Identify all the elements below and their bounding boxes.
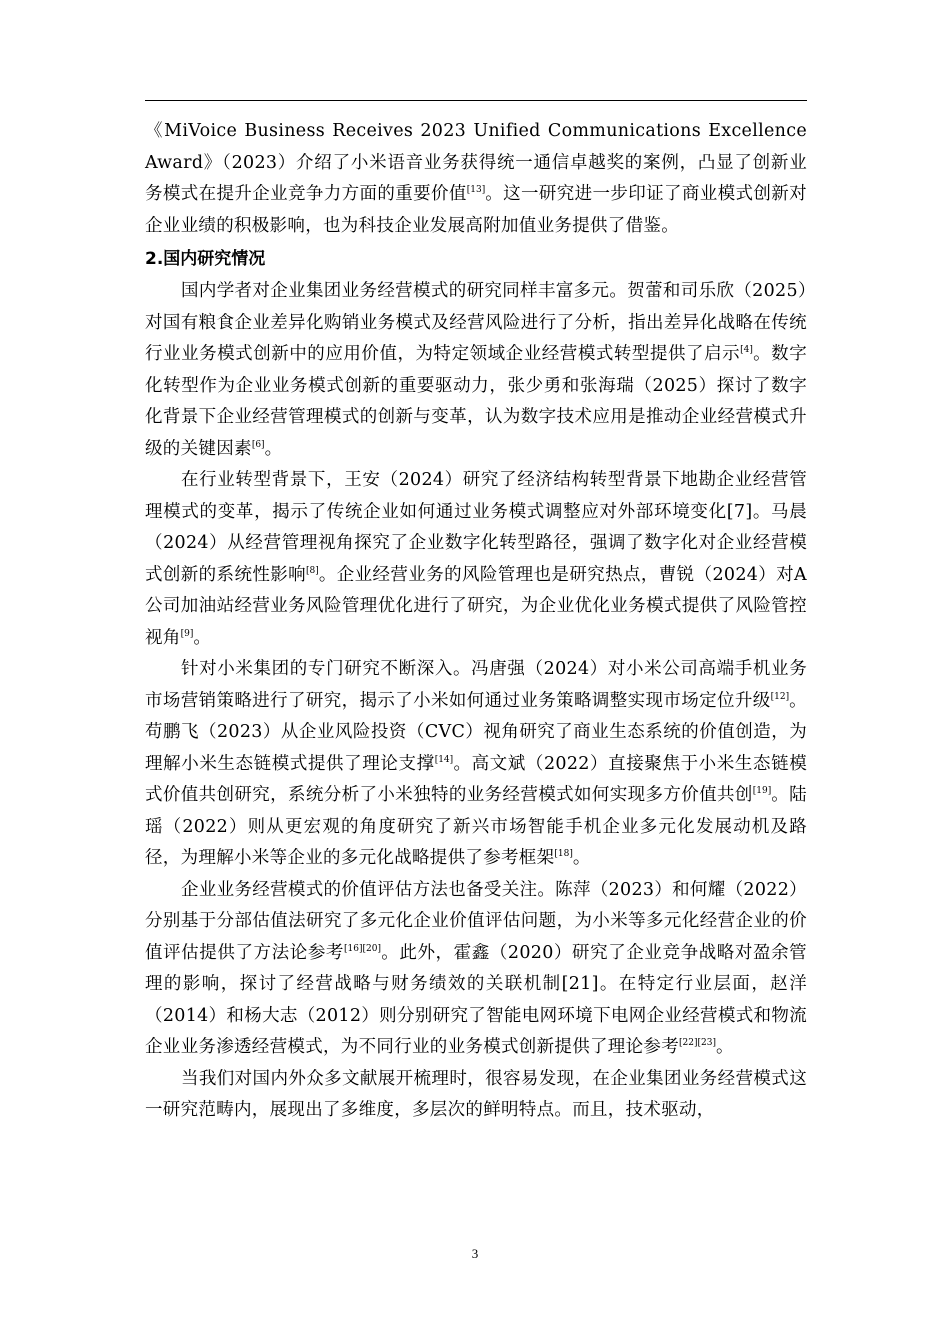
paragraph-industry-transformation: 在行业转型背景下，王安（2024）研究了经济结构转型背景下地勘企业经营管理模式的变革，揭示了传统企业如何通过业务模式调整应对外部环境变化[7]。马晨（2024）从经营管理视角探究了企业数字化转型路径，强调了数字化对企业经营模式创新的系统性影响[8]。企业经营业务的风险管理也是研究热点，曹锐（2024）对A公司加油站经营业务风险管理优化进行了研究，为企业优化业务模式提供了风险管控视角[9]。 [145,470,807,648]
citation: [8] [306,565,319,576]
paragraph-domestic-overview: 国内学者对企业集团业务经营模式的研究同样丰富多元。贺蕾和司乐欣（2025）对国有粮食企业差异化购销业务模式及经营风险进行了分析，指出差异化战略在传统行业业务模式创新中的应用价值，为特定领域企业经营模式转型提供了启示[4]。数字化转型作为企业业务模式创新的重要驱动力，张少勇和张海瑞（2025）探讨了数字化背景下企业经营管理模式的创新与变革，认为数字技术应用是推动企业经营模式升级的关键因素[6]。 [145,281,807,459]
paragraph-literature-summary: 当我们对国内外众多文献展开梳理时，很容易发现，在企业集团业务经营模式这一研究范畴内，展现出了多维度，多层次的鲜明特点。而且，技术驱动， [145,1068,807,1120]
citation: [19] [752,786,772,797]
citation: [14] [434,754,454,765]
section-heading: 2.国内研究情况 [145,249,266,269]
citation: [13] [466,185,486,196]
citation: [12] [770,691,790,702]
citation: [16][20] [344,943,381,954]
page-number: 3 [471,1246,479,1261]
paragraph-award-case: 《MiVoice Business Receives 2023 Unified Communications Excellence Award》（2023）介绍了小米语音业务获得统一通信卓越奖的案例，凸显了创新业务模式在提升企业竞争力方面的重要价值[13]。这一研究进一步印证了商业模式创新对企业业绩的积极影响，也为科技企业发展高附加值业务提供了借鉴。 [145,121,807,236]
header-rule [145,100,807,101]
citation: [22][23] [679,1038,716,1049]
citation: [6] [251,439,265,450]
citation: [4] [740,345,753,356]
citation: [18] [554,849,573,860]
document-body [145,116,807,1127]
paragraph-xiaomi-studies: 针对小米集团的专门研究不断深入。冯唐强（2024）对小米公司高端手机业务市场营销策略进行了研究，揭示了小米如何通过业务策略调整实现市场定位升级[12]。苟鹏飞（2023）从企业风险投资（CVC）视角研究了商业生态系统的价值创造，为理解小米生态链模式提供了理论支撑[14]。高文斌（2022）直接聚焦于小米生态链模式价值共创研究，系统分析了小米独特的业务经营模式如何实现多方价值共创[19]。陆瑶（2022）则从更宏观的角度研究了新兴市场智能手机企业多元化发展动机及路径，为理解小米等企业的多元化战略提供了参考框架[18]。 [145,659,807,868]
paragraph-valuation-methods: 企业业务经营模式的价值评估方法也备受关注。陈萍（2023）和何耀（2022）分别基于分部估值法研究了多元化企业价值评估问题，为小米等多元化经营企业的价值评估提供了方法论参考[16][20]。此外，霍鑫（2020）研究了企业竞争战略对盈余管理的影响，探讨了经营战略与财务绩效的关联机制[21]。在特定行业层面，赵洋（2014）和杨大志（2012）则分别研究了智能电网环境下电网企业经营模式和物流企业业务渗透经营模式，为不同行业的业务模式创新提供了理论参考[22][23]。 [145,879,807,1057]
citation: [9] [180,628,194,639]
